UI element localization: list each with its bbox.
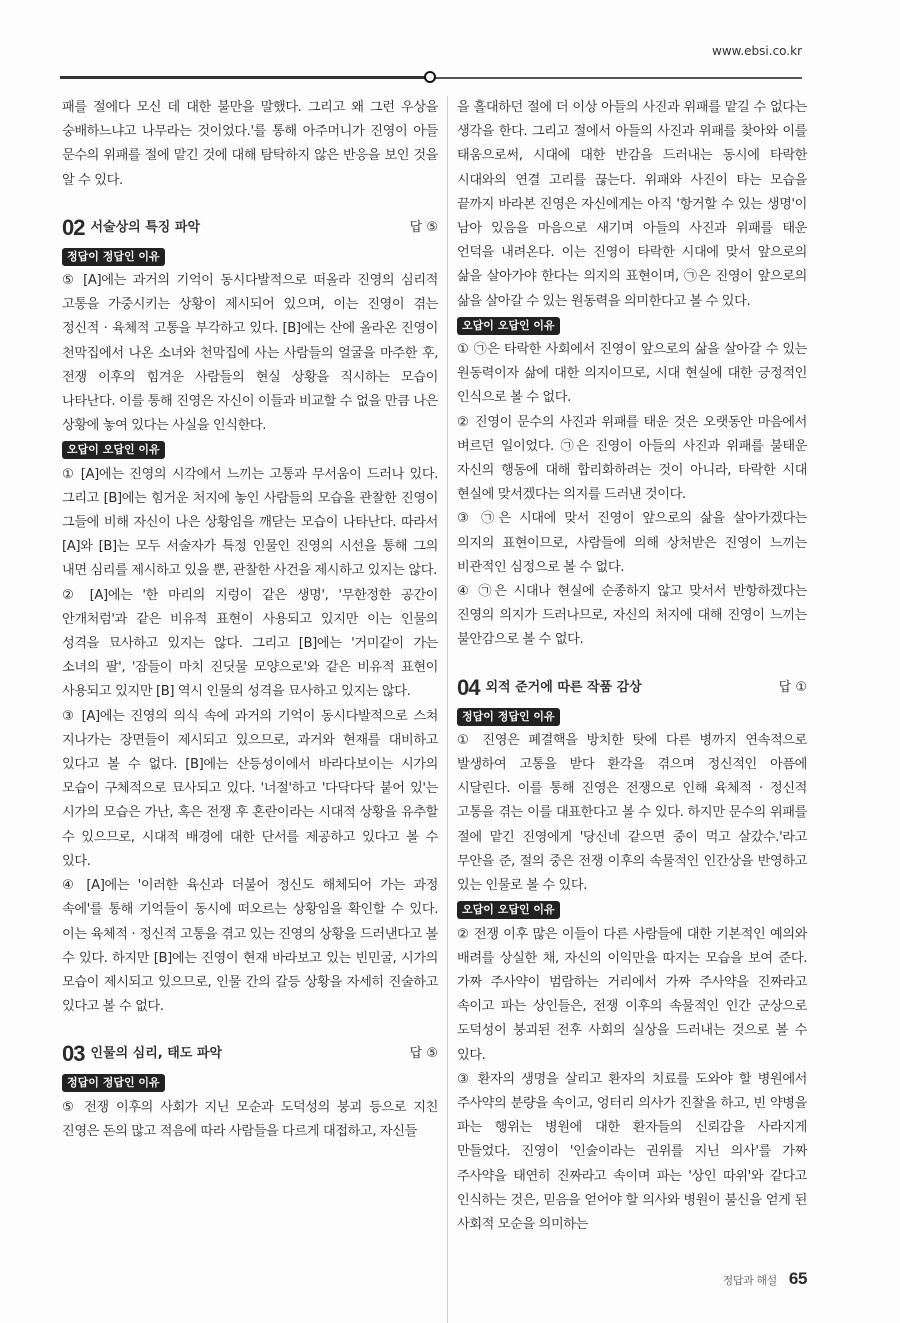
page-number: 65 <box>788 1269 807 1289</box>
answer-label: 답 ⑤ <box>409 1046 438 1062</box>
footer-label: 정답과 해설 <box>722 1274 777 1288</box>
option-explanation: ② 전쟁 이후 많은 이들이 다른 사람들에 대한 기본적인 예의와 배려를 상실한 채, 자신의 이익만을 따지는 모습을 보여 준다. 가짜 주사약이 범람하는 거리에서 가짜 주사약을 진짜라고 속이고 파는 상인들은, 전쟁 이후의 속물적인 인간 군상으로 도덕성이 붕괴된 전후 사회의 실상을 드러내는 것으로 볼 수 있다. <box>457 926 807 1063</box>
question-04-heading <box>457 675 807 701</box>
question-title: 외적 준거에 따른 작품 감상 <box>485 679 642 695</box>
question-03-heading <box>62 1041 438 1067</box>
option-explanation: ② 진영이 문수의 사진과 위패를 태운 것은 오랫동안 마음에서 벼르던 일이었다. ㉠은 진영이 아들의 사진과 위패를 불태운 자신의 행동에 대해 합리화하려는 것이 아니라, 타락한 시대 현실에 맞서겠다는 의지를 드러낸 것이다. <box>457 414 807 503</box>
left-column <box>62 96 438 1144</box>
wrong-reason-badge: 오답이 오답인 이유 <box>457 317 560 335</box>
option-explanation: ④ ㉠은 시대나 현실에 순종하지 않고 맞서서 반항하겠다는 진영의 의지가 드러나므로, 자신의 처지에 대해 진영이 느끼는 불안감으로 볼 수 없다. <box>457 584 807 648</box>
question-number: 04 <box>457 674 480 700</box>
option-explanation: ④ [A]에는 '이러한 육신과 더불어 정신도 해체되어 가는 과정 속에'를 통해 기억들이 동시에 떠오르는 상황임을 확인할 수 있다. 이는 육체적 · 정신적 고통을 겪고 있는 진영의 상황을 드러낸다고 볼 수 있다. 하지만 [B]에는 진영이 현재 바라보고 있는 빈민굴, 시가의 모습이 제시되고 있으므로, 인물 간의 갈등 상황을 자세히 진술하고 있다고 볼 수 없다. <box>62 878 438 1015</box>
wrong-reason-badge: 오답이 오답인 이유 <box>457 901 560 919</box>
correct-explanation: ⑤ [A]에는 과거의 기억이 동시다발적으로 떠올라 진영의 심리적 고통을 가중시키는 상황이 제시되어 있으며, 이는 진영이 겪는 정신적 · 육체적 고통을 부각하고 있다. [B]에는 산에 올라온 진영이 천막집에서 나온 소녀와 천막집에 사는 사람들의 얼굴을 마주한 후, 전쟁 이후의 힘겨운 사람들의 현실 상황을 직시하는 모습이 나타난다. 이를 통해 진영은 자신이 이들과 비교할 수 없을 만큼 나은 상황에 놓여 있다는 사실을 인식한다. <box>62 273 438 434</box>
question-number: 02 <box>62 214 85 240</box>
correct-explanation-continued: 을 홀대하던 절에 더 이상 아들의 사진과 위패를 맡길 수 없다는 생각을 한다. 그리고 절에서 아들의 사진과 위패를 찾아와 이를 태움으로써, 시대에 대한 반감을 드러내는 동시에 타락한 시대와의 연결 고리를 끊는다. 위패와 사진이 타는 모습을 끝까지 바라본 진영은 자신에게는 아직 '항거할 수 있는 생명'이 남아 있음을 마음으로 새기며 아들의 사진과 위패를 태운 언덕을 내려온다. 이는 진영이 타락한 시대에 맞서 앞으로의 삶을 살아가야 한다는 의지의 표현이며, ㉠은 진영이 앞으로의 삶을 살아갈 수 있는 원동력을 의미한다고 볼 수 있다. <box>457 100 807 309</box>
correct-reason-badge: 정답이 정답인 이유 <box>62 1074 165 1092</box>
correct-explanation: ① 진영은 폐결핵을 방치한 탓에 다른 병까지 연속적으로 발생하여 고통을 받다 환각을 겪으며 정신적인 아픔에 시달린다. 이를 통해 진영은 전쟁으로 인해 육체적 · 정신적 고통을 겪는 이를 대표한다고 볼 수 있다. 하지만 문수의 위패를 절에 맡긴 진영에게 '당신네 같으면 중이 먹고 살갔수.'라고 무안을 준, 절의 중은 전쟁 이후의 속물적인 인간상을 반영하고 있는 인물로 볼 수 있다. <box>457 732 807 894</box>
correct-explanation: ⑤ 전쟁 이후의 사회가 지닌 모순과 도덕성의 붕괴 등으로 지친 진영은 돈의 많고 적음에 따라 사람들을 다르게 대접하고, 자신들 <box>62 1099 438 1139</box>
option-explanation: ② [A]에는 '한 마리의 지렁이 같은 생명', '무한정한 공간이 안개처럼'과 같은 비유적 표현이 사용되고 있지만 이는 인물의 성격을 묘사하고 있지는 않다. 그리고 [B]에는 '거미같이 가는 소녀의 팔', '잠들이 마치 진딧물 모양으로'와 같은 비유적 표현이 사용되고 있지만 [B] 역시 인물의 성격을 묘사하고 있지는 않다. <box>62 587 438 700</box>
question-title: 인물의 심리, 태도 파악 <box>90 1046 223 1062</box>
page-footer <box>457 1267 807 1323</box>
question-02-heading <box>62 215 438 241</box>
correct-reason-badge: 정답이 정답인 이유 <box>62 248 165 266</box>
option-explanation: ③ ㉠은 시대에 맞서 진영이 앞으로의 삶을 살아가겠다는 의지의 표현이므로, 사람들에 의해 상처받은 진영이 느끼는 비관적인 심정으로 볼 수 없다. <box>457 511 807 575</box>
option-explanation: ① ㉠은 타락한 사회에서 진영이 앞으로의 삶을 살아갈 수 있는 원동력이자 삶에 대한 의지이므로, 시대 현실에 대한 긍정적인 인식으로 볼 수 없다. <box>457 342 807 406</box>
question-title: 서술상의 특징 파악 <box>90 219 201 235</box>
answer-label: 답 ⑤ <box>409 219 438 235</box>
answer-label: 답 ① <box>778 679 807 695</box>
question-number: 03 <box>62 1041 85 1067</box>
site-url: www.ebsi.co.kr <box>712 44 802 58</box>
intro-paragraph: 패를 절에다 모신 데 대한 불만을 말했다. 그리고 왜 그런 우상을 숭배하느냐고 나무라는 것이었다.'를 통해 아주머니가 진영이 아들 문수의 위패를 절에 맡긴 것에 대해 탐탁하지 않은 반응을 보인 것을 알 수 있다. <box>62 100 438 188</box>
correct-reason-badge: 정답이 정답인 이유 <box>457 708 560 726</box>
option-explanation: ③ [A]에는 진영의 의식 속에 과거의 기억이 동시다발적으로 스쳐 지나가는 장면들이 제시되고 있으므로, 과거와 현재를 대비하고 있다고 볼 수 없다. [B]에는 산등성이에서 바라다보이는 시가의 모습이 구체적으로 묘사되고 있다. '너절'하고 '다닥다닥 붙어 있'는 시가의 모습은 가난, 혹은 전쟁 후 혼란이라는 시대적 상황을 유추할 수 있으므로, 시대적 배경에 대한 단서를 제공하고 있다고 볼 수 있다. <box>62 708 438 869</box>
option-explanation: ① [A]에는 진영의 시각에서 느끼는 고통과 무서움이 드러나 있다. 그리고 [B]에는 힘거운 처지에 놓인 사람들의 모습을 관찰한 진영이 그들에 비해 자신이 나은 상황임을 깨닫는 모습이 나타난다. 따라서 [A]와 [B]는 모두 서술자가 특정 인물인 진영의 시선을 통해 그의 내면 심리를 제시하고 있을 뿐, 관찰한 사건을 제시하고 있지는 않다. <box>62 466 438 579</box>
right-column <box>447 96 807 1323</box>
option-explanation: ③ 환자의 생명을 살리고 환자의 치료를 도와야 할 병원에서 주사약의 분량을 속이고, 엉터리 의사가 진찰을 하고, 빈 약병을 파는 행위는 병원에 대한 환자들의 신뢰감을 사라지게 만들었다. 진영이 '인술이라는 권위를 지닌 의사'를 가짜 주사약을 태연히 진짜라고 속이며 파는 '상인 따위'와 같다고 인식하는 것은, 믿음을 얻어야 할 의사와 병원이 불신을 얻게 된 사회적 모순을 의미하는 <box>457 1071 807 1232</box>
wrong-reason-badge: 오답이 오답인 이유 <box>62 441 165 459</box>
